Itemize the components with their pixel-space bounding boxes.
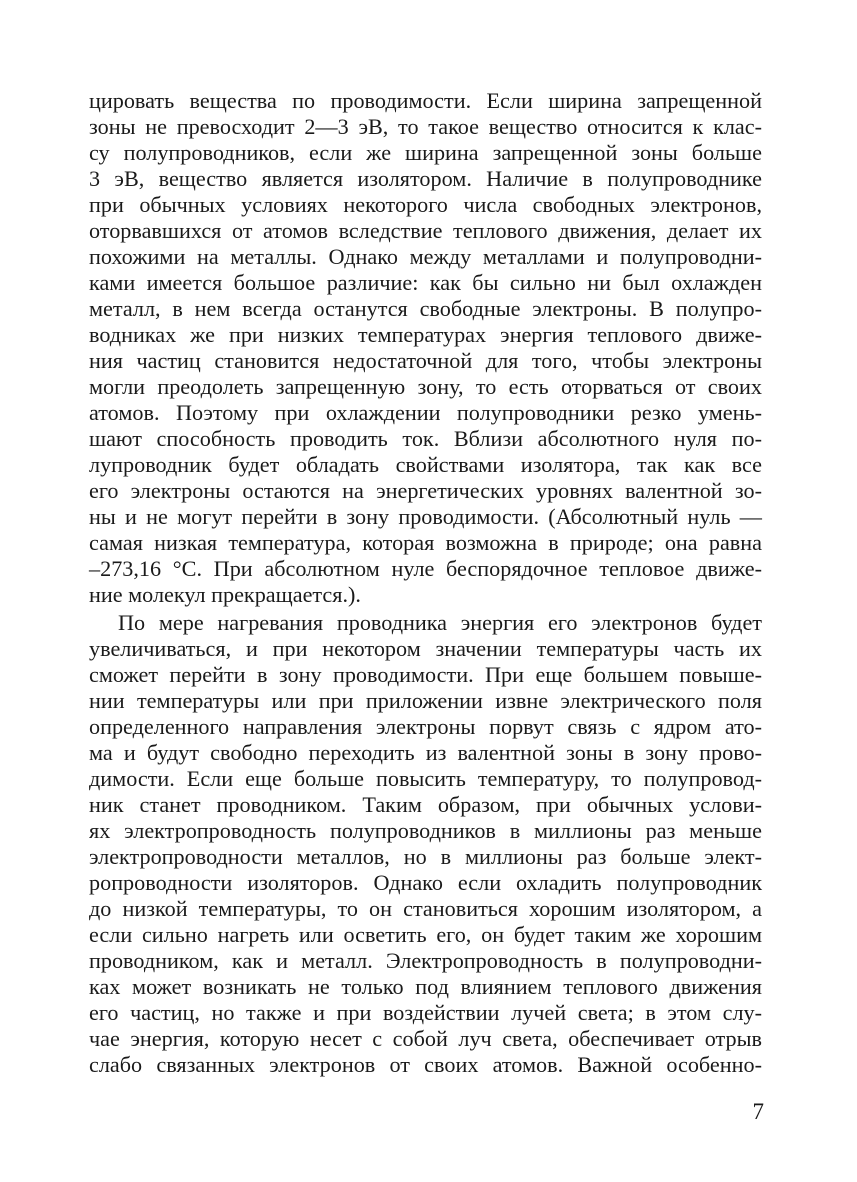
text-line: водниках же при низких температурах энергия теплового движе- [89,322,762,347]
text-line: могли преодолеть запрещенную зону, то есть оторваться от своих [89,374,762,399]
text-line: оторвавшихся от атомов вследствие теплового движения, делает их [89,218,762,243]
text-line: нии температуры или при приложении извне электрического поля [89,688,762,713]
text-line: димости. Если еще больше повысить температуру, то полупровод- [89,766,762,791]
text-line: чае энергия, которую несет с собой луч света, обеспечивает отрыв [89,1026,762,1051]
text-line: ние молекул прекращается.). [89,582,361,607]
text-line: если сильно нагреть или осветить его, он будет таким же хорошим [89,922,762,947]
text-line: сможет перейти в зону проводимости. При еще большем повыше- [89,662,762,687]
text-line: ник станет проводником. Таким образом, при обычных услови- [89,792,762,817]
text-line: зоны не превосходит 2—3 эВ, то такое вещество относится к клас- [89,114,762,139]
text-line: до низкой температуры, то он становиться хорошим изолятором, а [89,896,762,921]
text-line: шают способность проводить ток. Вблизи абсолютного нуля по- [89,426,762,451]
text-line: цировать вещества по проводимости. Если ширина запрещенной [89,88,762,113]
text-line: его частиц, но также и при воздействии лучей света; в этом слу- [89,1000,762,1025]
text-line: самая низкая температура, которая возможна в природе; она равна [89,530,762,555]
text-line: проводником, как и металл. Электропроводность в полупроводни- [89,948,762,973]
text-line: похожими на металлы. Однако между металлами и полупроводни- [89,244,762,269]
text-line: атомов. Поэтому при охлаждении полупроводники резко умень- [89,400,762,425]
text-line: По мере нагревания проводника энергия его электронов будет [118,610,762,635]
text-line: определенного направления электроны порвут связь с ядром ато- [89,714,762,739]
text-line: ях электропроводность полупроводников в миллионы раз меньше [89,818,762,843]
text-line: лупроводник будет обладать свойствами изолятора, так как все [89,452,762,477]
text-line: электропроводности металлов, но в миллионы раз больше элект- [89,844,762,869]
text-line: металл, в нем всегда останутся свободные электроны. В полупро- [89,296,762,321]
text-line: ках может возникать не только под влиянием теплового движения [89,974,762,999]
page-number: 7 [752,1099,764,1124]
text-line: при обычных условиях некоторого числа свободных электронов, [89,192,762,217]
text-line: ния частиц становится недостаточной для того, чтобы электроны [89,348,762,373]
text-line: ны и не могут перейти в зону проводимости. (Абсолютный нуль — [89,504,762,529]
text-line: 3 эВ, вещество является изолятором. Наличие в полупроводнике [89,166,762,191]
text-line: ма и будут свободно переходить из валентной зоны в зону прово- [89,740,762,765]
text-line: ками имеется большое различие: как бы сильно ни был охлажден [89,270,762,295]
text-line: его электроны остаются на энергетических уровнях валентной зо- [89,478,762,503]
text-line: су полупроводников, если же ширина запрещенной зоны больше [89,140,762,165]
text-line: слабо связанных электронов от своих атомов. Важной особенно- [89,1052,762,1077]
text-line: ропроводности изоляторов. Однако если охладить полупроводник [89,870,762,895]
text-line: –273,16 °С. При абсолютном нуле беспорядочное тепловое движе- [89,556,762,581]
text-line: увеличиваться, и при некотором значении температуры часть их [89,636,762,661]
